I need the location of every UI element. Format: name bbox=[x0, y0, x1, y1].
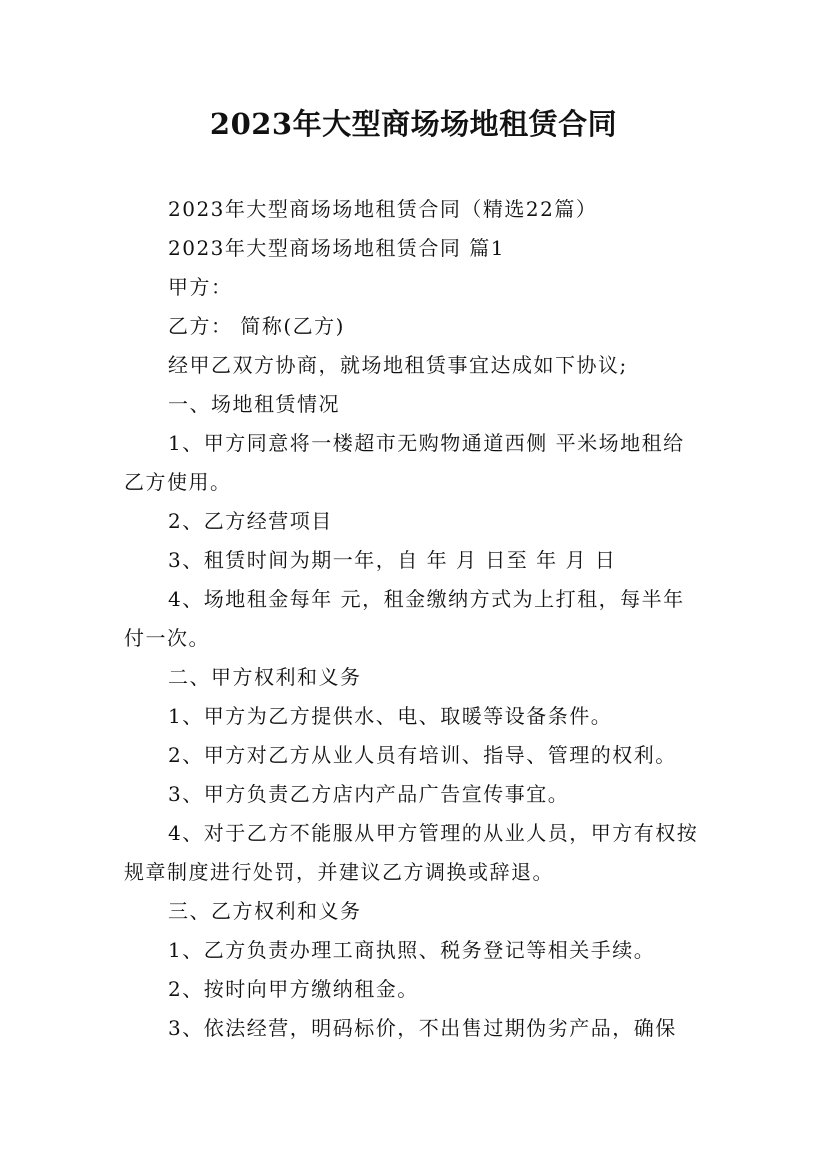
document-title: 2023年大型商场场地租赁合同 bbox=[209, 107, 618, 141]
section-heading-lease: 一、场地租赁情况 bbox=[168, 392, 340, 416]
paragraph-clause: 3、依法经营，明码标价，不出售过期伪劣产品，确保 bbox=[168, 1016, 677, 1040]
paragraph-party-a: 甲方： bbox=[168, 275, 233, 299]
paragraph-clause: 4、对于乙方不能服从甲方管理的从业人员，甲方有权按规章制度进行处罚，并建议乙方调换或辞退。 bbox=[124, 821, 699, 884]
paragraph-clause: 4、场地租金每年 元，租金缴纳方式为上打租，每半年付一次。 bbox=[124, 587, 685, 650]
paragraph-clause: 1、乙方负责办理工商执照、税务登记等相关手续。 bbox=[168, 938, 656, 962]
paragraph-clause: 2、按时向甲方缴纳租金。 bbox=[168, 977, 419, 1001]
paragraph-clause: 2、甲方对乙方从业人员有培训、指导、管理的权利。 bbox=[168, 743, 677, 767]
paragraph-heading-part1: 2023年大型商场场地租赁合同 篇1 bbox=[168, 236, 505, 260]
paragraph-party-b: 乙方： 简称(乙方) bbox=[168, 314, 345, 338]
section-heading-party-b-rights: 三、乙方权利和义务 bbox=[168, 899, 362, 923]
paragraph-clause: 3、甲方负责乙方店内产品广告宣传事宜。 bbox=[168, 782, 570, 806]
paragraph-subtitle: 2023年大型商场场地租赁合同（精选22篇） bbox=[168, 197, 598, 221]
document-body bbox=[124, 190, 704, 1048]
paragraph-clause: 1、甲方同意将一楼超市无购物通道西侧 平米场地租给乙方使用。 bbox=[124, 431, 685, 494]
paragraph-agreement-intro: 经甲乙双方协商，就场地租赁事宜达成如下协议; bbox=[168, 353, 628, 377]
paragraph-clause: 1、甲方为乙方提供水、电、取暖等设备条件。 bbox=[168, 704, 613, 728]
paragraph-clause: 3、租赁时间为期一年，自 年 月 日至 年 月 日 bbox=[168, 548, 617, 572]
section-heading-party-a-rights: 二、甲方权利和义务 bbox=[168, 665, 362, 689]
paragraph-clause: 2、乙方经营项目 bbox=[168, 509, 333, 533]
